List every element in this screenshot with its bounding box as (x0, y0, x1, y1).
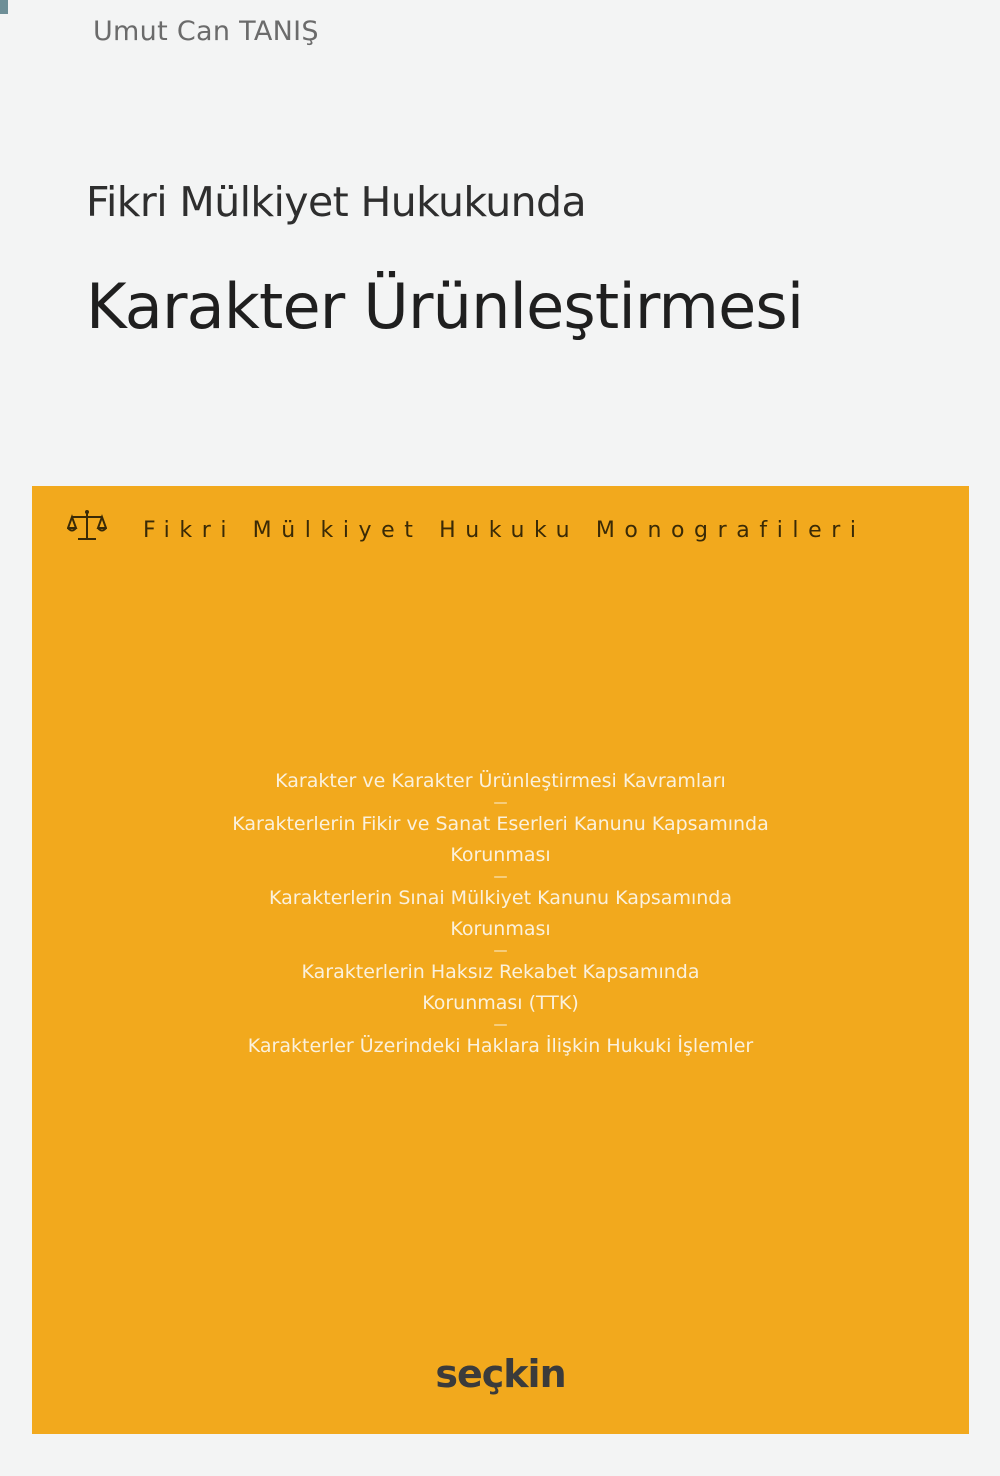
scales-of-justice-icon (67, 508, 107, 544)
topic-item: Karakterlerin Sınai Mülkiyet Kanunu Kapsamında Korunması (269, 887, 732, 940)
topic-separator: — (493, 1017, 508, 1033)
topic-item: Karakter ve Karakter Ürünleştirmesi Kavramları (275, 770, 726, 792)
book-title: Karakter Ürünleştirmesi (86, 270, 804, 343)
topic-separator: — (493, 943, 508, 959)
publisher-logo: seçkin (435, 1352, 566, 1396)
author-name: Umut Can TANIŞ (93, 16, 319, 47)
book-subtitle: Fikri Mülkiyet Hukukunda (86, 178, 586, 226)
topic-item: Karakterler Üzerindeki Haklara İlişkin Hukuki İşlemler (247, 1035, 754, 1057)
corner-mark (0, 0, 8, 14)
topic-separator: — (493, 869, 508, 885)
topic-item: Karakterlerin Fikir ve Sanat Eserleri Kanunu Kapsamında Korunması (232, 813, 769, 866)
series-name: Fikri Mülkiyet Hukuku Monografileri (143, 518, 866, 543)
cover-panel (32, 486, 969, 1434)
topic-separator: — (493, 795, 508, 811)
topic-item: Karakterlerin Haksız Rekabet Kapsamında Korunması (TTK) (301, 961, 700, 1014)
topic-list (32, 766, 969, 1062)
